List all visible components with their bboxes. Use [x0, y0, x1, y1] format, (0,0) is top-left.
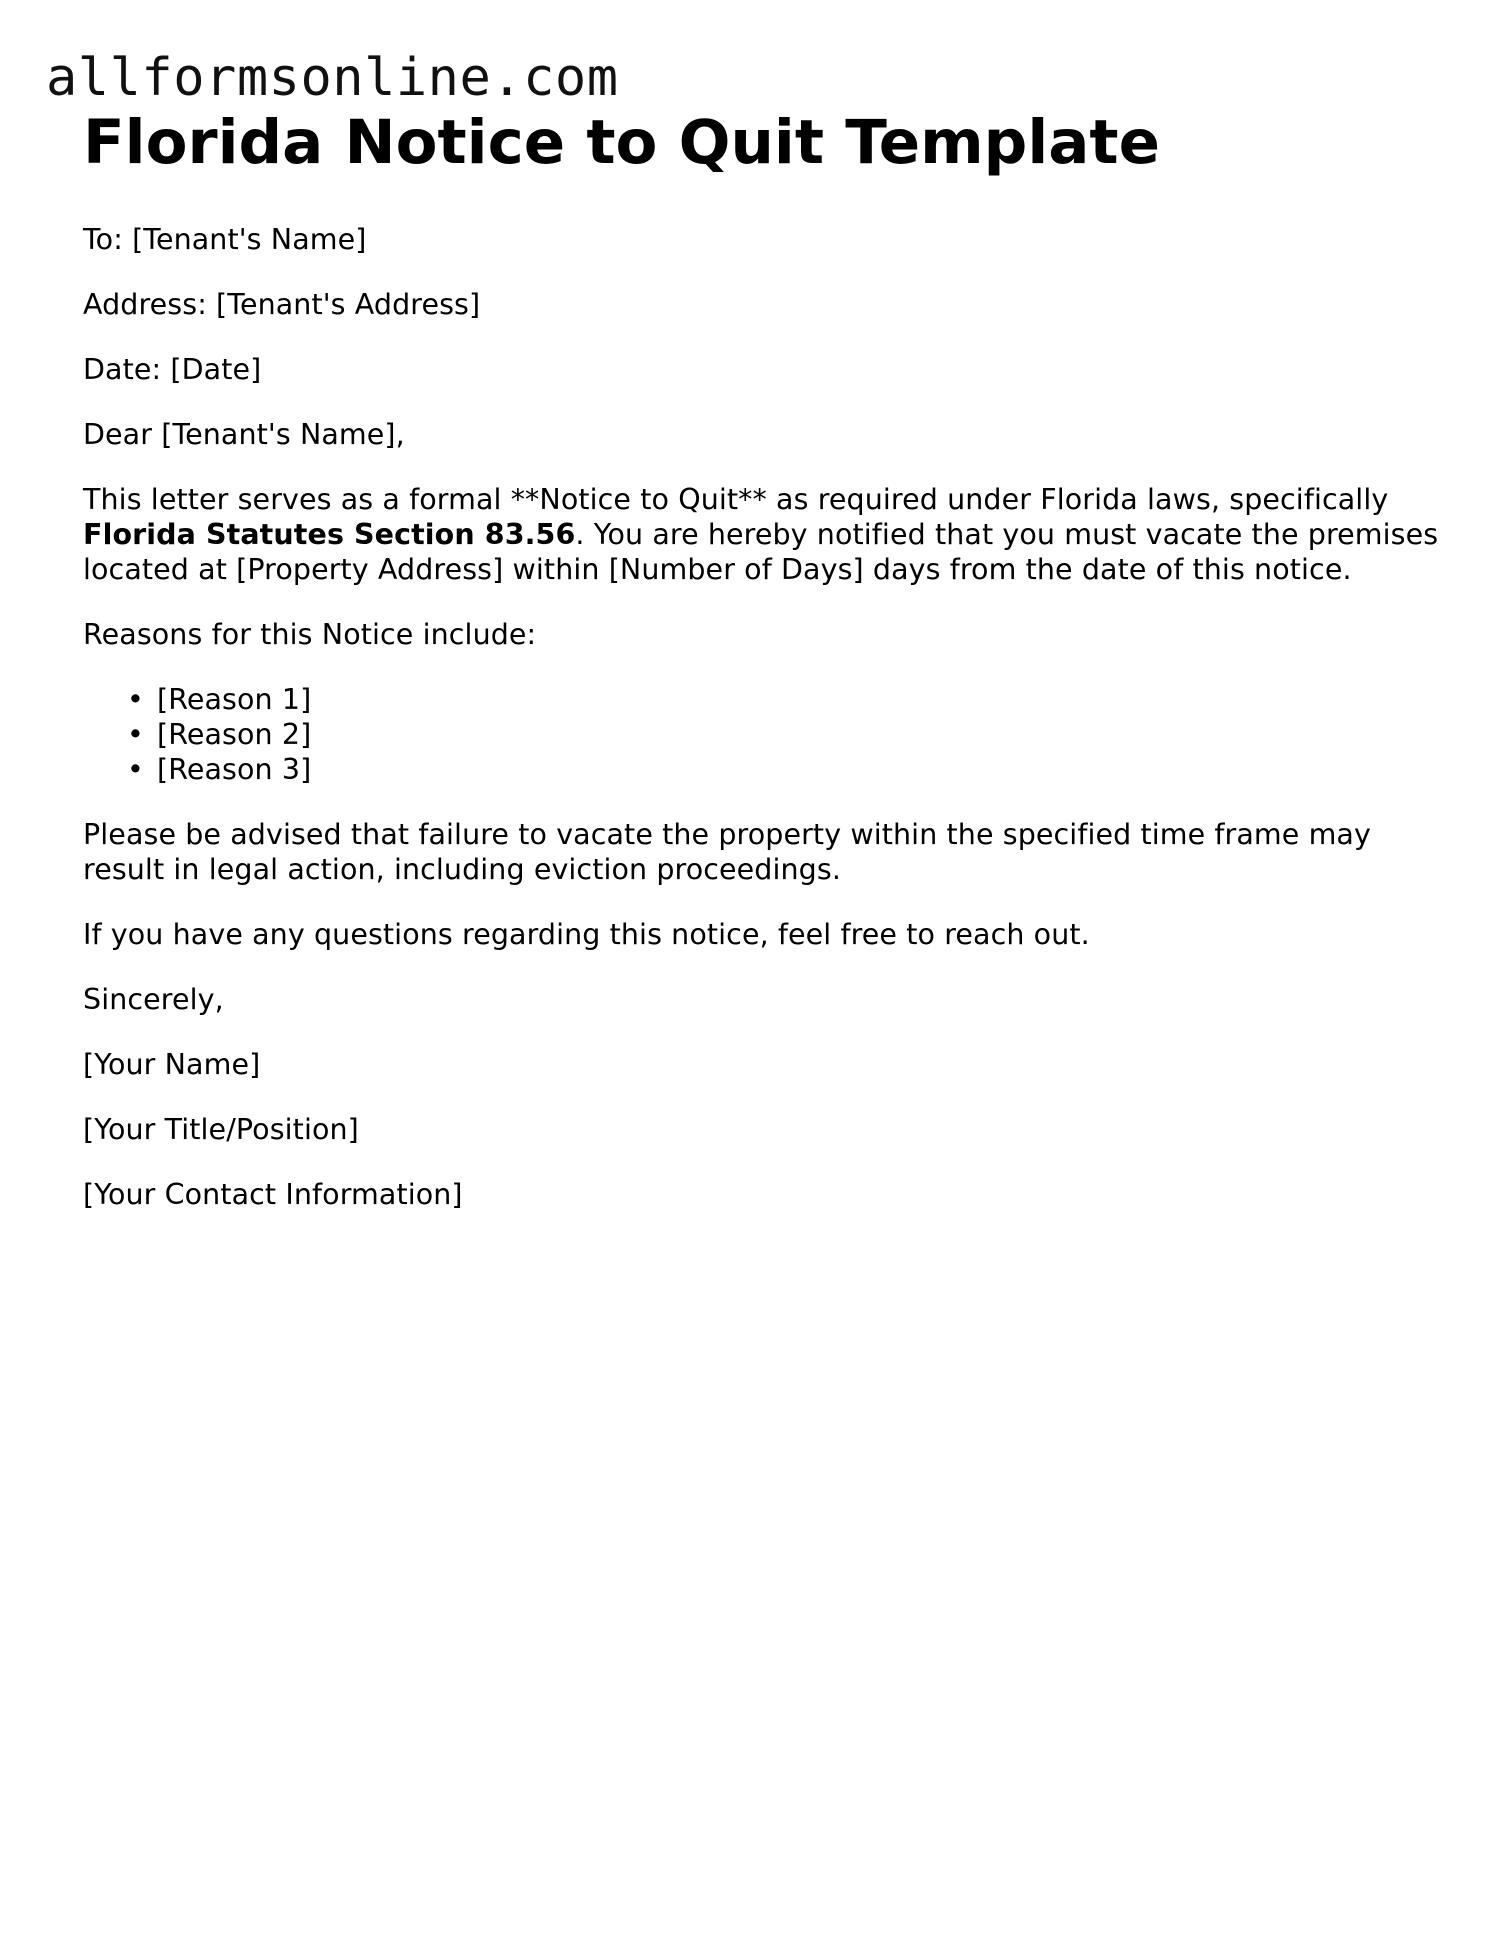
bullet-icon: •: [127, 683, 144, 716]
salutation: Dear [Tenant's Name],: [83, 418, 405, 451]
intro-paragraph: [83, 482, 1443, 587]
reason-text: [Reason 3]: [157, 753, 312, 786]
to-line: To: [Tenant's Name]: [83, 223, 367, 256]
notice-document: [83, 106, 1443, 1212]
reason-text: [Reason 2]: [157, 718, 312, 751]
statute-reference: Florida Statutes Section 83.56: [83, 518, 576, 551]
bullet-icon: •: [127, 753, 144, 786]
intro-text-start: This letter serves as a formal **Notice to Quit** as required under Florida laws, specifically: [83, 483, 1389, 516]
document-title: Florida Notice to Quit Template: [83, 107, 1160, 178]
bullet-icon: •: [127, 718, 144, 751]
questions-paragraph: If you have any questions regarding this notice, feel free to reach out.: [83, 918, 1090, 951]
list-item: [127, 752, 1443, 787]
site-watermark: allformsonline.com: [46, 48, 619, 108]
signature-contact: [Your Contact Information]: [83, 1178, 463, 1211]
reason-text: [Reason 1]: [157, 683, 312, 716]
intro-text-end: . You are hereby notified that you must vacate the premises located at [Property Address] within [Number of Days] days from the date of this notice.: [83, 518, 1439, 586]
reasons-list: [83, 682, 1443, 787]
reasons-heading: Reasons for this Notice include:: [83, 618, 537, 651]
date-line: Date: [Date]: [83, 353, 262, 386]
list-item: [127, 717, 1443, 752]
warning-paragraph: Please be advised that failure to vacate the property within the specified time frame may result in legal action, including eviction proceedings.: [83, 818, 1371, 886]
address-line: Address: [Tenant's Address]: [83, 288, 481, 321]
document-body: [83, 222, 1443, 1212]
signature-title: [Your Title/Position]: [83, 1113, 359, 1146]
list-item: [127, 682, 1443, 717]
closing: Sincerely,: [83, 983, 224, 1016]
signature-name: [Your Name]: [83, 1048, 261, 1081]
